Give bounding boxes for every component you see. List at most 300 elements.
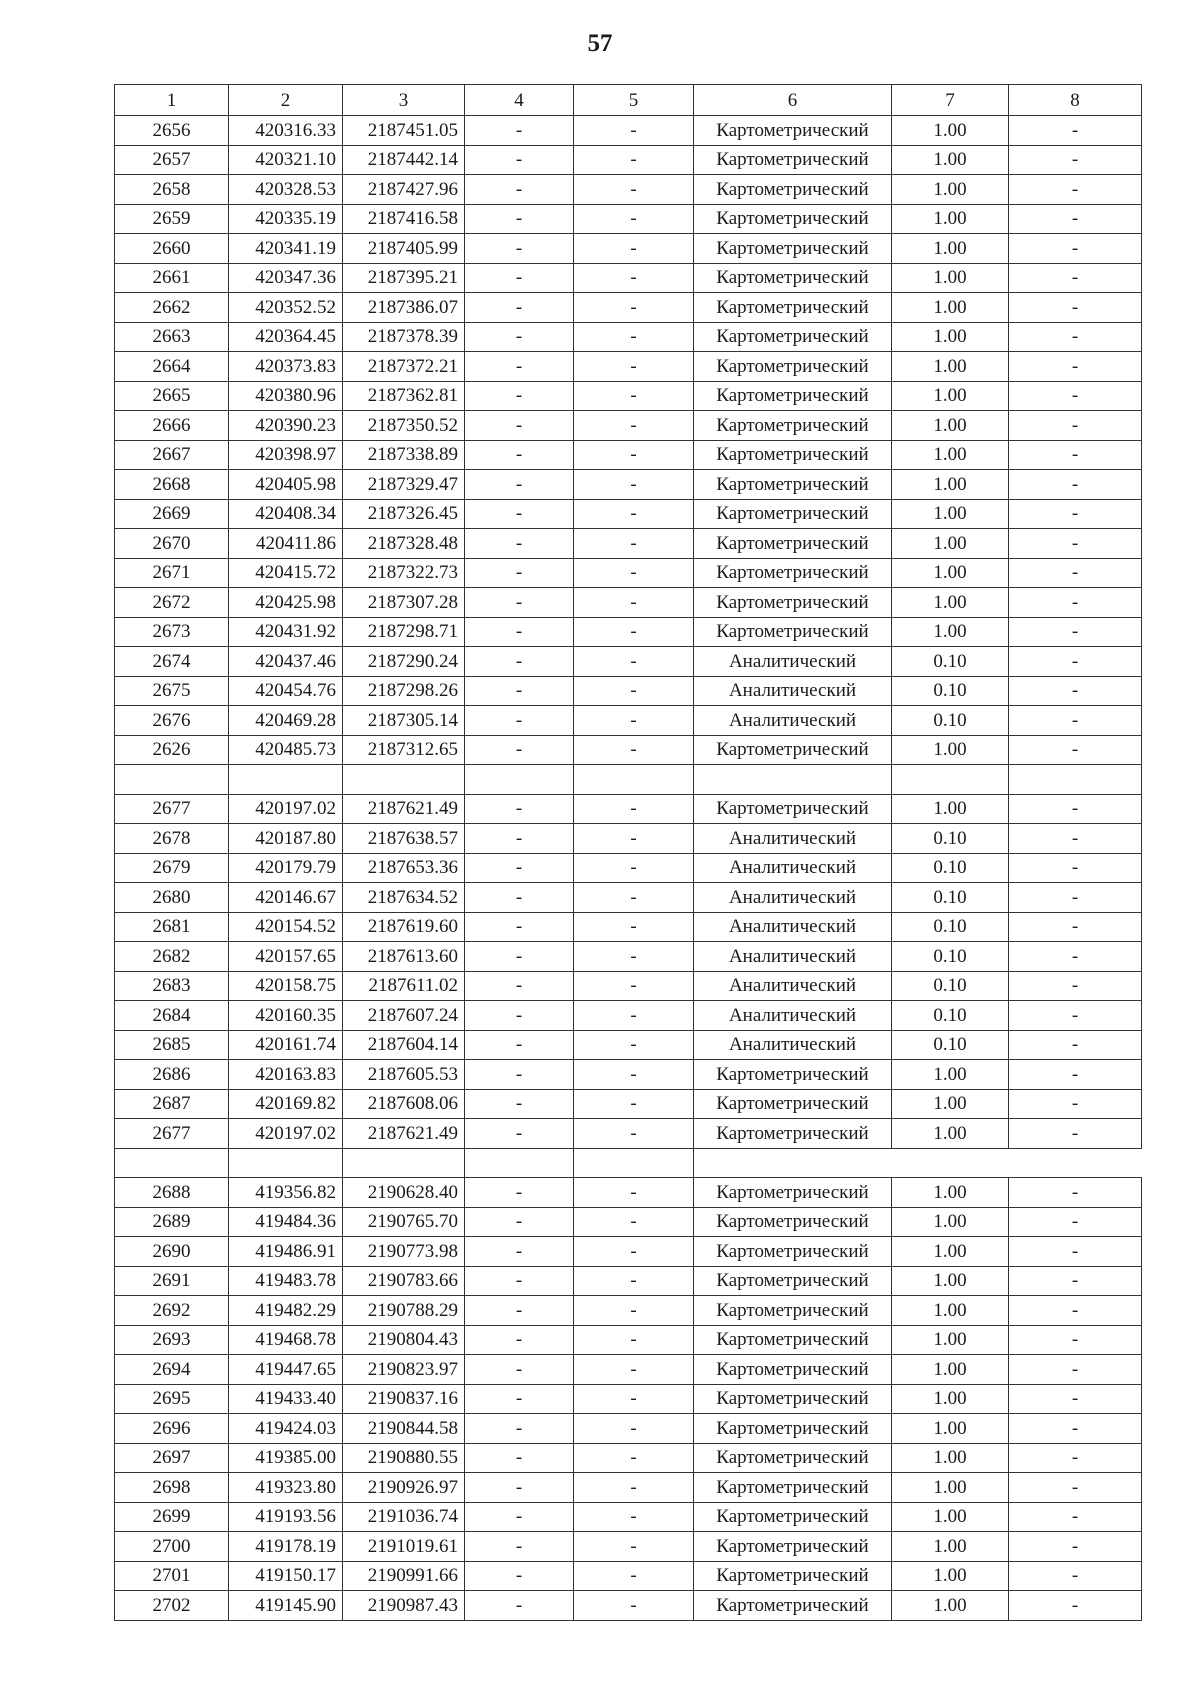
col-4-cell: - [465, 293, 574, 323]
method-cell: Картометрический [694, 1089, 892, 1119]
method-cell: Картометрический [694, 794, 892, 824]
empty-cell [115, 1148, 229, 1178]
y-coordinate-cell: 2187613.60 [343, 942, 465, 972]
col-4-cell: - [465, 824, 574, 854]
y-coordinate-cell: 2187305.14 [343, 706, 465, 736]
col-8-cell: - [1009, 912, 1142, 942]
precision-cell: 0.10 [892, 912, 1009, 942]
method-cell: Аналитический [694, 824, 892, 854]
col-4-cell: - [465, 883, 574, 913]
x-coordinate-cell: 420321.10 [229, 145, 343, 175]
col-8-cell: - [1009, 1030, 1142, 1060]
col-8-cell: - [1009, 1178, 1142, 1208]
y-coordinate-cell: 2187298.26 [343, 676, 465, 706]
col-5-cell: - [574, 1325, 694, 1355]
table-row [115, 676, 1142, 706]
col-4-cell: - [465, 971, 574, 1001]
precision-cell: 1.00 [892, 1296, 1009, 1326]
col-4-cell: - [465, 647, 574, 677]
x-coordinate-cell: 420373.83 [229, 352, 343, 382]
method-cell: Картометрический [694, 204, 892, 234]
point-number-cell: 2679 [115, 853, 229, 883]
col-4-cell: - [465, 1325, 574, 1355]
col-8-cell: - [1009, 735, 1142, 765]
table-row [115, 1089, 1142, 1119]
col-5-cell: - [574, 1355, 694, 1385]
method-cell: Картометрический [694, 1178, 892, 1208]
col-8-cell: - [1009, 1384, 1142, 1414]
y-coordinate-cell: 2190987.43 [343, 1591, 465, 1621]
precision-cell: 1.00 [892, 145, 1009, 175]
table-row [115, 234, 1142, 264]
point-number-cell: 2683 [115, 971, 229, 1001]
precision-cell: 1.00 [892, 1355, 1009, 1385]
col-5-cell: - [574, 588, 694, 618]
y-coordinate-cell: 2187307.28 [343, 588, 465, 618]
point-number-cell: 2676 [115, 706, 229, 736]
method-cell: Картометрический [694, 440, 892, 470]
method-cell: Картометрический [694, 1237, 892, 1267]
col-8-cell: - [1009, 1207, 1142, 1237]
col-8-cell: - [1009, 1561, 1142, 1591]
table-header-row [115, 85, 1142, 116]
col-8-cell: - [1009, 853, 1142, 883]
col-8-cell: - [1009, 1060, 1142, 1090]
col-4-cell: - [465, 322, 574, 352]
point-number-cell: 2681 [115, 912, 229, 942]
x-coordinate-cell: 420425.98 [229, 588, 343, 618]
point-number-cell: 2660 [115, 234, 229, 264]
y-coordinate-cell: 2187621.49 [343, 1119, 465, 1149]
table-row [115, 588, 1142, 618]
method-cell: Картометрический [694, 1473, 892, 1503]
y-coordinate-cell: 2187322.73 [343, 558, 465, 588]
y-coordinate-cell: 2187372.21 [343, 352, 465, 382]
col-8-cell: - [1009, 1266, 1142, 1296]
point-number-cell: 2678 [115, 824, 229, 854]
point-number-cell: 2690 [115, 1237, 229, 1267]
col-8-cell: - [1009, 647, 1142, 677]
empty-cell [343, 1148, 465, 1178]
point-number-cell: 2669 [115, 499, 229, 529]
precision-cell: 1.00 [892, 1266, 1009, 1296]
y-coordinate-cell: 2187611.02 [343, 971, 465, 1001]
precision-cell: 1.00 [892, 381, 1009, 411]
point-number-cell: 2670 [115, 529, 229, 559]
col-4-cell: - [465, 1355, 574, 1385]
table-row [115, 1473, 1142, 1503]
y-coordinate-cell: 2190991.66 [343, 1561, 465, 1591]
y-coordinate-cell: 2187395.21 [343, 263, 465, 293]
y-coordinate-cell: 2190926.97 [343, 1473, 465, 1503]
col-5-cell: - [574, 1060, 694, 1090]
col-4-cell: - [465, 1532, 574, 1562]
table-row [115, 1119, 1142, 1149]
x-coordinate-cell: 420163.83 [229, 1060, 343, 1090]
x-coordinate-cell: 419356.82 [229, 1178, 343, 1208]
precision-cell: 1.00 [892, 440, 1009, 470]
col-5-cell: - [574, 1296, 694, 1326]
x-coordinate-cell: 420169.82 [229, 1089, 343, 1119]
table-row [115, 1502, 1142, 1532]
y-coordinate-cell: 2187328.48 [343, 529, 465, 559]
table-row [115, 971, 1142, 1001]
x-coordinate-cell: 420469.28 [229, 706, 343, 736]
col-8-cell: - [1009, 204, 1142, 234]
x-coordinate-cell: 420454.76 [229, 676, 343, 706]
table-row [115, 322, 1142, 352]
empty-cell [115, 765, 229, 795]
col-5-cell: - [574, 883, 694, 913]
col-4-cell: - [465, 263, 574, 293]
col-4-cell: - [465, 1060, 574, 1090]
table-row [115, 1532, 1142, 1562]
precision-cell: 1.00 [892, 263, 1009, 293]
method-cell: Картометрический [694, 1414, 892, 1444]
precision-cell: 1.00 [892, 1325, 1009, 1355]
col-8-cell: - [1009, 1355, 1142, 1385]
col-8-cell: - [1009, 1325, 1142, 1355]
col-4-cell: - [465, 676, 574, 706]
precision-cell: 1.00 [892, 1532, 1009, 1562]
empty-cell [892, 765, 1009, 795]
method-cell: Картометрический [694, 263, 892, 293]
col-5-cell: - [574, 175, 694, 205]
col-8-cell: - [1009, 411, 1142, 441]
col-5-cell: - [574, 706, 694, 736]
col-5-cell: - [574, 1266, 694, 1296]
method-cell: Картометрический [694, 145, 892, 175]
y-coordinate-cell: 2191019.61 [343, 1532, 465, 1562]
col-5-cell: - [574, 912, 694, 942]
point-number-cell: 2692 [115, 1296, 229, 1326]
table-row [115, 175, 1142, 205]
x-coordinate-cell: 420197.02 [229, 794, 343, 824]
y-coordinate-cell: 2187338.89 [343, 440, 465, 470]
y-coordinate-cell: 2187405.99 [343, 234, 465, 264]
x-coordinate-cell: 420328.53 [229, 175, 343, 205]
precision-cell: 1.00 [892, 1414, 1009, 1444]
method-cell: Картометрический [694, 588, 892, 618]
col-8-cell: - [1009, 558, 1142, 588]
col-8-cell: - [1009, 234, 1142, 264]
point-number-cell: 2687 [115, 1089, 229, 1119]
y-coordinate-cell: 2191036.74 [343, 1502, 465, 1532]
y-coordinate-cell: 2187619.60 [343, 912, 465, 942]
col-4-cell: - [465, 175, 574, 205]
x-coordinate-cell: 420158.75 [229, 971, 343, 1001]
precision-cell: 0.10 [892, 971, 1009, 1001]
method-cell: Картометрический [694, 1207, 892, 1237]
x-coordinate-cell: 420197.02 [229, 1119, 343, 1149]
col-5-cell: - [574, 1030, 694, 1060]
point-number-cell: 2663 [115, 322, 229, 352]
method-cell: Картометрический [694, 1355, 892, 1385]
table-row [115, 440, 1142, 470]
x-coordinate-cell: 420161.74 [229, 1030, 343, 1060]
point-number-cell: 2674 [115, 647, 229, 677]
separator-row [115, 765, 1142, 795]
col-4-cell: - [465, 1119, 574, 1149]
y-coordinate-cell: 2187350.52 [343, 411, 465, 441]
table-row [115, 1443, 1142, 1473]
x-coordinate-cell: 420316.33 [229, 116, 343, 146]
table-row [115, 1030, 1142, 1060]
table-row [115, 824, 1142, 854]
col-5-cell: - [574, 1178, 694, 1208]
method-cell: Аналитический [694, 853, 892, 883]
table-row [115, 853, 1142, 883]
x-coordinate-cell: 420347.36 [229, 263, 343, 293]
col-8-cell: - [1009, 499, 1142, 529]
col-4-cell: - [465, 234, 574, 264]
col-5-cell: - [574, 293, 694, 323]
table-row [115, 145, 1142, 175]
table-row [115, 706, 1142, 736]
table-row [115, 204, 1142, 234]
table-row [115, 1207, 1142, 1237]
col-5-cell: - [574, 381, 694, 411]
precision-cell: 1.00 [892, 735, 1009, 765]
point-number-cell: 2686 [115, 1060, 229, 1090]
y-coordinate-cell: 2187442.14 [343, 145, 465, 175]
col-8-cell: - [1009, 1296, 1142, 1326]
col-4-cell: - [465, 912, 574, 942]
x-coordinate-cell: 419145.90 [229, 1591, 343, 1621]
col-8-cell: - [1009, 1001, 1142, 1031]
col-5-cell: - [574, 234, 694, 264]
col-4-cell: - [465, 145, 574, 175]
empty-cell [1009, 765, 1142, 795]
precision-cell: 1.00 [892, 175, 1009, 205]
precision-cell: 1.00 [892, 1591, 1009, 1621]
point-number-cell: 2697 [115, 1443, 229, 1473]
x-coordinate-cell: 420179.79 [229, 853, 343, 883]
table-row [115, 1296, 1142, 1326]
y-coordinate-cell: 2187416.58 [343, 204, 465, 234]
empty-cell [465, 765, 574, 795]
col-5-cell: - [574, 971, 694, 1001]
col-4-cell: - [465, 558, 574, 588]
table-row [115, 1384, 1142, 1414]
method-cell: Картометрический [694, 735, 892, 765]
point-number-cell: 2661 [115, 263, 229, 293]
point-number-cell: 2685 [115, 1030, 229, 1060]
y-coordinate-cell: 2187386.07 [343, 293, 465, 323]
precision-cell: 1.00 [892, 1443, 1009, 1473]
x-coordinate-cell: 420415.72 [229, 558, 343, 588]
table-row [115, 1001, 1142, 1031]
header-cell: 5 [574, 85, 694, 116]
precision-cell: 1.00 [892, 1561, 1009, 1591]
table-row [115, 1325, 1142, 1355]
col-8-cell: - [1009, 942, 1142, 972]
x-coordinate-cell: 419385.00 [229, 1443, 343, 1473]
x-coordinate-cell: 420390.23 [229, 411, 343, 441]
point-number-cell: 2675 [115, 676, 229, 706]
table-row [115, 883, 1142, 913]
method-cell: Картометрический [694, 293, 892, 323]
point-number-cell: 2695 [115, 1384, 229, 1414]
col-5-cell: - [574, 1001, 694, 1031]
col-5-cell: - [574, 1443, 694, 1473]
precision-cell: 1.00 [892, 588, 1009, 618]
y-coordinate-cell: 2190880.55 [343, 1443, 465, 1473]
point-number-cell: 2665 [115, 381, 229, 411]
x-coordinate-cell: 419447.65 [229, 1355, 343, 1385]
point-number-cell: 2702 [115, 1591, 229, 1621]
precision-cell: 1.00 [892, 352, 1009, 382]
col-8-cell: - [1009, 1591, 1142, 1621]
method-cell: Аналитический [694, 971, 892, 1001]
col-5-cell: - [574, 529, 694, 559]
table-row [115, 558, 1142, 588]
col-4-cell: - [465, 1178, 574, 1208]
col-5-cell: - [574, 440, 694, 470]
col-8-cell: - [1009, 470, 1142, 500]
col-8-cell: - [1009, 263, 1142, 293]
col-5-cell: - [574, 411, 694, 441]
precision-cell: 1.00 [892, 116, 1009, 146]
method-cell: Аналитический [694, 647, 892, 677]
col-8-cell: - [1009, 1502, 1142, 1532]
method-cell: Картометрический [694, 411, 892, 441]
empty-cell [574, 765, 694, 795]
method-cell: Картометрический [694, 116, 892, 146]
point-number-cell: 2659 [115, 204, 229, 234]
point-number-cell: 2696 [115, 1414, 229, 1444]
table-row [115, 1591, 1142, 1621]
x-coordinate-cell: 419483.78 [229, 1266, 343, 1296]
col-8-cell: - [1009, 293, 1142, 323]
col-8-cell: - [1009, 588, 1142, 618]
point-number-cell: 2694 [115, 1355, 229, 1385]
precision-cell: 1.00 [892, 558, 1009, 588]
y-coordinate-cell: 2190628.40 [343, 1178, 465, 1208]
y-coordinate-cell: 2187362.81 [343, 381, 465, 411]
method-cell: Картометрический [694, 1443, 892, 1473]
header-cell: 6 [694, 85, 892, 116]
col-4-cell: - [465, 352, 574, 382]
x-coordinate-cell: 420187.80 [229, 824, 343, 854]
col-4-cell: - [465, 1414, 574, 1444]
empty-cell [574, 1148, 694, 1178]
col-4-cell: - [465, 1030, 574, 1060]
col-5-cell: - [574, 1473, 694, 1503]
col-5-cell: - [574, 499, 694, 529]
method-cell: Картометрический [694, 175, 892, 205]
y-coordinate-cell: 2187312.65 [343, 735, 465, 765]
col-5-cell: - [574, 676, 694, 706]
table-row [115, 1060, 1142, 1090]
col-8-cell: - [1009, 617, 1142, 647]
precision-cell: 1.00 [892, 529, 1009, 559]
method-cell: Картометрический [694, 234, 892, 264]
method-cell: Картометрический [694, 1561, 892, 1591]
col-8-cell: - [1009, 676, 1142, 706]
y-coordinate-cell: 2187326.45 [343, 499, 465, 529]
method-cell: Картометрический [694, 1325, 892, 1355]
table-row [115, 293, 1142, 323]
x-coordinate-cell: 420405.98 [229, 470, 343, 500]
precision-cell: 1.00 [892, 1384, 1009, 1414]
y-coordinate-cell: 2187298.71 [343, 617, 465, 647]
y-coordinate-cell: 2190804.43 [343, 1325, 465, 1355]
header-cell: 1 [115, 85, 229, 116]
col-5-cell: - [574, 1591, 694, 1621]
col-4-cell: - [465, 706, 574, 736]
col-8-cell: - [1009, 824, 1142, 854]
col-4-cell: - [465, 1001, 574, 1031]
col-8-cell: - [1009, 352, 1142, 382]
col-5-cell: - [574, 647, 694, 677]
col-4-cell: - [465, 1443, 574, 1473]
y-coordinate-cell: 2187653.36 [343, 853, 465, 883]
method-cell: Картометрический [694, 558, 892, 588]
col-5-cell: - [574, 263, 694, 293]
y-coordinate-cell: 2190844.58 [343, 1414, 465, 1444]
precision-cell: 1.00 [892, 1060, 1009, 1090]
point-number-cell: 2684 [115, 1001, 229, 1031]
point-number-cell: 2673 [115, 617, 229, 647]
col-4-cell: - [465, 1207, 574, 1237]
table-row [115, 529, 1142, 559]
table-row [115, 794, 1142, 824]
col-5-cell: - [574, 824, 694, 854]
x-coordinate-cell: 419193.56 [229, 1502, 343, 1532]
precision-cell: 0.10 [892, 824, 1009, 854]
col-8-cell: - [1009, 971, 1142, 1001]
precision-cell: 1.00 [892, 234, 1009, 264]
col-8-cell: - [1009, 529, 1142, 559]
precision-cell: 1.00 [892, 1207, 1009, 1237]
x-coordinate-cell: 419433.40 [229, 1384, 343, 1414]
header-cell: 4 [465, 85, 574, 116]
col-5-cell: - [574, 794, 694, 824]
empty-cell [465, 1148, 574, 1178]
page-number: 57 [587, 30, 613, 57]
col-8-cell: - [1009, 145, 1142, 175]
col-4-cell: - [465, 1384, 574, 1414]
col-5-cell: - [574, 1532, 694, 1562]
table-row [115, 263, 1142, 293]
x-coordinate-cell: 420408.34 [229, 499, 343, 529]
col-5-cell: - [574, 558, 694, 588]
point-number-cell: 2664 [115, 352, 229, 382]
col-8-cell: - [1009, 706, 1142, 736]
x-coordinate-cell: 419150.17 [229, 1561, 343, 1591]
point-number-cell: 2626 [115, 735, 229, 765]
y-coordinate-cell: 2190773.98 [343, 1237, 465, 1267]
precision-cell: 1.00 [892, 322, 1009, 352]
precision-cell: 1.00 [892, 1473, 1009, 1503]
col-5-cell: - [574, 1414, 694, 1444]
col-4-cell: - [465, 1502, 574, 1532]
table-row [115, 617, 1142, 647]
point-number-cell: 2699 [115, 1502, 229, 1532]
separator-row [115, 1148, 1142, 1178]
col-5-cell: - [574, 204, 694, 234]
precision-cell: 1.00 [892, 1089, 1009, 1119]
precision-cell: 1.00 [892, 499, 1009, 529]
col-4-cell: - [465, 499, 574, 529]
y-coordinate-cell: 2187451.05 [343, 116, 465, 146]
col-4-cell: - [465, 1591, 574, 1621]
point-number-cell: 2671 [115, 558, 229, 588]
col-5-cell: - [574, 617, 694, 647]
table-row [115, 647, 1142, 677]
header-cell: 2 [229, 85, 343, 116]
